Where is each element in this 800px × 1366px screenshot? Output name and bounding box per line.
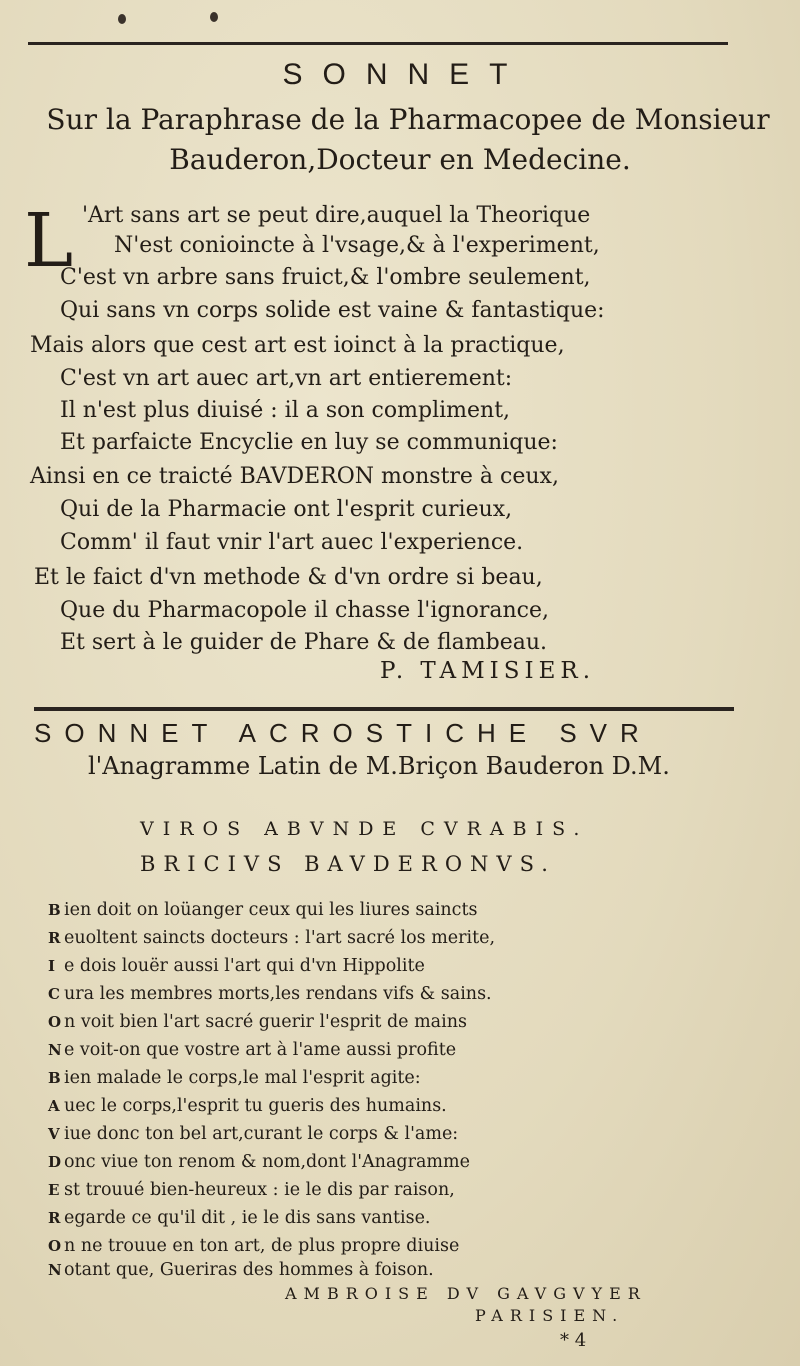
drop-cap: L <box>24 198 74 284</box>
acrostic-line-1 <box>48 900 478 920</box>
acrostic-line-10 <box>48 1152 470 1172</box>
verse-line-5: Mais alors que cest art est ioinct à la practique, <box>30 333 565 358</box>
ink-dot <box>210 12 218 22</box>
acrostic-text: otant que, Gueriras des hommes à foison. <box>64 1260 434 1280</box>
acrostic-text: euoltent saincts docteurs : l'art sacré los merite, <box>64 928 496 948</box>
verse-line-8: Et parfaicte Encyclie en luy se communique: <box>60 430 558 455</box>
acrostic-initial: C <box>48 985 60 1003</box>
acrostic-line-9 <box>48 1124 458 1144</box>
verse-line-1: 'Art sans art se peut dire,auquel la Theorique <box>82 203 591 228</box>
acrostic-text: ura les membres morts,les rendans vifs & sains. <box>64 984 492 1004</box>
acrostic-text: ien doit on loüanger ceux qui les liures saincts <box>64 900 478 920</box>
acrostic-line-8 <box>48 1096 447 1116</box>
acrostic-line-12 <box>48 1208 430 1228</box>
acrostic-initial: R <box>48 1209 61 1227</box>
verse-line-9: Ainsi en ce traicté BAVDERON monstre à ceux, <box>30 464 559 489</box>
acrostic-text: st trouué bien-heureux : ie le dis par raison, <box>64 1180 455 1200</box>
acrostic-initial: A <box>48 1097 60 1115</box>
sonnet-subtitle-line-1: Sur la Paraphrase de la Pharmacopee de Monsieur <box>46 103 770 136</box>
acrostic-initial: D <box>48 1153 62 1171</box>
acrostic-initial: B <box>48 1069 61 1087</box>
section-rule <box>34 707 734 711</box>
signature-author: AMBROISE DV GAVGVYER <box>285 1284 647 1303</box>
acrostic-text: e voit-on que vostre art à l'ame aussi profite <box>64 1040 457 1060</box>
acrostic-line-6 <box>48 1040 456 1060</box>
acrostic-text: egarde ce qu'il dit , ie le dis sans vantise. <box>64 1208 431 1228</box>
verse-line-11: Comm' il faut vnir l'art auec l'experience. <box>60 530 524 555</box>
verse-line-2: N'est conioincte à l'vsage,& à l'experiment, <box>114 233 600 258</box>
sonnet-title: SONNET <box>282 58 528 91</box>
acrostic-subtitle: l'Anagramme Latin de M.Briçon Bauderon D.M. <box>88 752 670 780</box>
acrostic-initial: N <box>48 1041 62 1059</box>
acrostic-text: iue donc ton bel art,curant le corps & l'ame: <box>64 1124 459 1144</box>
acrostic-sonnet-title: SONNET ACROSTICHE SVR <box>34 718 652 748</box>
acrostic-line-5 <box>48 1012 467 1032</box>
verse-line-4: Qui sans vn corps solide est vaine & fantastique: <box>60 298 605 323</box>
acrostic-text: onc viue ton renom & nom,dont l'Anagramme <box>64 1152 470 1172</box>
signature-tamisier: P. TAMISIER. <box>380 658 596 684</box>
verse-line-7: Il n'est plus diuisé : il a son compliment, <box>60 398 511 423</box>
acrostic-initial: O <box>48 1237 62 1255</box>
verse-line-3: C'est vn arbre sans fruict,& l'ombre seulement, <box>60 265 591 290</box>
acrostic-line-11 <box>48 1180 455 1200</box>
acrostic-line-3 <box>48 956 425 976</box>
acrostic-initial: V <box>48 1125 60 1143</box>
acrostic-line-14 <box>48 1260 434 1280</box>
acrostic-line-4 <box>48 984 492 1004</box>
top-rule <box>28 42 728 45</box>
acrostic-text: n voit bien l'art sacré guerir l'esprit de mains <box>64 1012 467 1032</box>
verse-line-6: C'est vn art auec art,vn art entierement: <box>60 366 513 391</box>
acrostic-text: e dois louër aussi l'art qui d'vn Hippolite <box>64 956 425 976</box>
acrostic-initial: B <box>48 901 61 919</box>
signature-mark: * 4 <box>560 1330 587 1351</box>
verse-line-13: Que du Pharmacopole il chasse l'ignorance, <box>60 598 550 623</box>
acrostic-initial: O <box>48 1013 62 1031</box>
acrostic-text: uec le corps,l'esprit tu gueris des humains. <box>64 1096 447 1116</box>
ink-dot <box>118 14 126 24</box>
verse-line-12: Et le faict d'vn methode & d'vn ordre si beau, <box>34 565 543 590</box>
acrostic-line-7 <box>48 1068 421 1088</box>
acrostic-initial: E <box>48 1181 60 1199</box>
acrostic-initial: N <box>48 1261 62 1279</box>
latin-anagram: VIROS ABVNDE CVRABIS. <box>140 818 589 840</box>
verse-line-14: Et sert à le guider de Phare & de flambeau. <box>60 630 548 655</box>
acrostic-text: ien malade le corps,le mal l'esprit agite: <box>64 1068 421 1088</box>
acrostic-text: n ne trouue en ton art, de plus propre diuise <box>64 1236 460 1256</box>
acrostic-initial: I <box>48 957 56 975</box>
acrostic-line-13 <box>48 1236 459 1256</box>
signature-origin: PARISIEN. <box>475 1306 625 1325</box>
latin-name: BRICIVS BAVDERONVS. <box>140 852 556 876</box>
acrostic-initial: R <box>48 929 61 947</box>
sonnet-subtitle-line-2: Bauderon,Docteur en Medecine. <box>169 143 631 176</box>
verse-line-10: Qui de la Pharmacie ont l'esprit curieux, <box>60 497 513 522</box>
acrostic-line-2 <box>48 928 495 948</box>
